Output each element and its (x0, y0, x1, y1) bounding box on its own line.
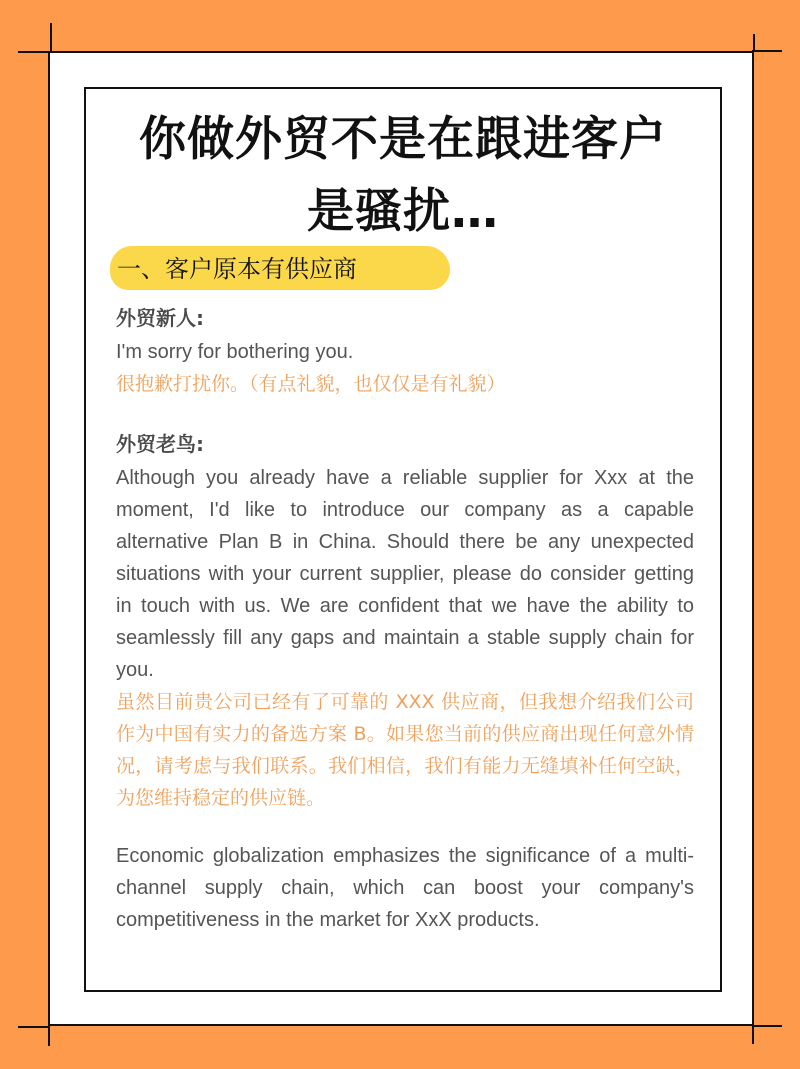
section-title: 一、客户原本有供应商 (117, 255, 357, 283)
veteran-english: Although you already have a reliable supplier for Xxx at the moment, I'd like to introduce our company as a capable alternative Plan B in China. Should there be any unexpected situations with your current supplier, please do consider getting in touch with us. We are confident that we have the ability to seamlessly fill any gaps and maintain a stable supply chain for you. (116, 467, 694, 681)
newbie-chinese: 很抱歉打扰你。（有点礼貌，也仅仅是有礼貌） (116, 373, 506, 395)
page-title (84, 104, 722, 248)
frame-tick-bottom-left (18, 1026, 50, 1028)
newbie-label: 外贸新人: (116, 306, 204, 330)
newbie-english: I'm sorry for bothering you. (116, 341, 354, 363)
frame-tick-top-left (18, 51, 50, 53)
frame-tick-top-left-vertical (50, 23, 52, 53)
title-line-2: 是骚扰… (307, 184, 499, 239)
frame-tick-bottom-left-vertical (48, 1024, 50, 1046)
frame-tick-bottom-right-vertical (752, 1024, 754, 1044)
frame-tick-top-right-vertical (753, 34, 755, 52)
title-line-1: 你做外贸不是在跟进客户 (139, 112, 667, 167)
frame-tick-top-right (752, 50, 782, 52)
closing-paragraph: Economic globalization emphasizes the significance of a multi-channel supply chain, which can boost your company's competitiveness in the market for XxX products. (116, 845, 694, 931)
veteran-chinese: 虽然目前贵公司已经有了可靠的 XXX 供应商，但我想介绍我们公司作为中国有实力的备选方案 B。如果您当前的供应商出现任何意外情况，请考虑与我们联系。我们相信，我们有能力无缝填补任何空缺，为您维持稳定的供应链。 (116, 691, 694, 809)
frame-tick-bottom-right (752, 1025, 782, 1027)
article-body (116, 300, 694, 936)
veteran-label: 外贸老鸟: (116, 432, 204, 456)
